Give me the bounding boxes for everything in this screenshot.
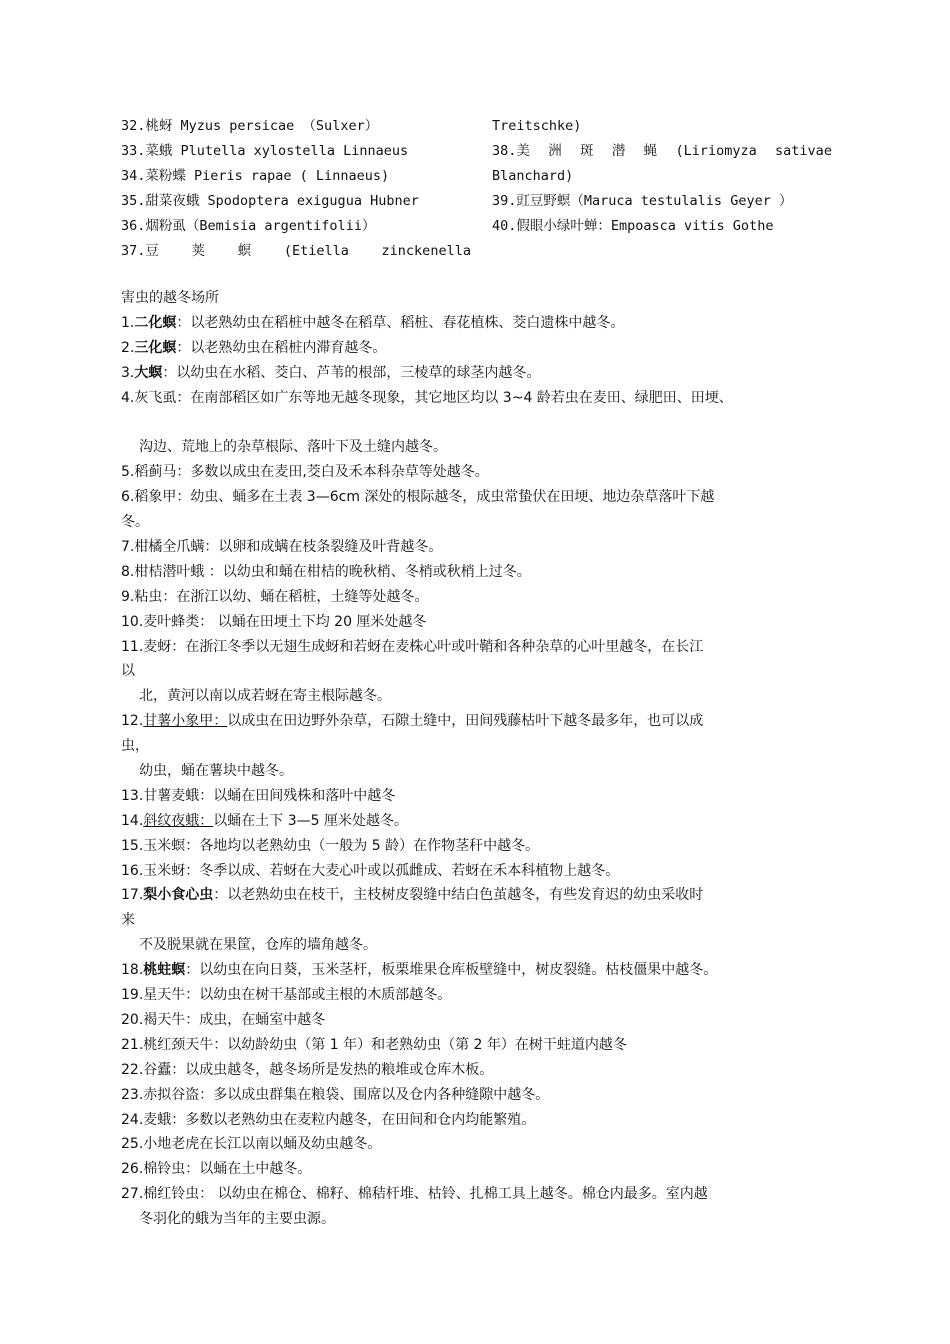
list-item-continuation: 虫， — [121, 738, 149, 755]
list-item: 26.棉铃虫：以蛹在土中越冬。 — [121, 1161, 312, 1178]
list-item: 4.灰飞虱：在南部稻区如广东等地无越冬现象，其它地区均以 3~4 龄若虫在麦田、绿肥田、田埂、 — [121, 389, 733, 406]
list-item: 12.甘薯小象甲：以成虫在田边野外杂草，石隙土缝中，田间残藤枯叶下越冬最多年，也可以成 — [121, 713, 704, 730]
list-item-continuation: 沟边、荒地上的杂草根际、落叶下及土缝内越冬。 — [139, 439, 447, 456]
list-item: 25.小地老虎在长江以南以蛹及幼虫越冬。 — [121, 1136, 382, 1153]
list-item: 38.美 洲 斑 潜 蝇 (Liriomyza sativae — [492, 143, 832, 159]
list-item: 14.斜纹夜蛾：以蛹在土下 3—5 厘米处越冬。 — [121, 812, 408, 829]
list-item: 19.星天牛：以幼虫在树干基部或主根的木质部越冬。 — [121, 987, 452, 1004]
list-item-continuation: 不及脱果就在果筐，仓库的墙角越冬。 — [139, 937, 377, 954]
list-item: 18.桃蛀螟：以幼虫在向日葵，玉米茎杆，板栗堆果仓库板壁缝中，树皮裂缝。枯枝僵果中越冬。 — [121, 962, 718, 979]
list-item: 35.甜菜夜蛾 Spodoptera exigugua Hubner — [121, 193, 419, 209]
list-item: 7.柑橘全爪螨：以卵和成螨在枝条裂缝及叶背越冬。 — [121, 539, 443, 556]
list-item: 40.假眼小绿叶蝉：Empoasca vitis Gothe — [492, 218, 774, 234]
list-item: 2.三化螟：以老熟幼虫在稻桩内滞育越冬。 — [121, 339, 387, 356]
list-item: 8.柑桔潜叶蛾 ：以幼虫和蛹在柑桔的晚秋梢、冬梢或秋梢上过冬。 — [121, 563, 531, 580]
list-item: Blanchard) — [492, 168, 574, 184]
section-title: 害虫的越冬场所 — [121, 290, 219, 306]
list-item: 23.赤拟谷盗：多以成虫群集在粮袋、围席以及仓内各种缝隙中越冬。 — [121, 1086, 550, 1103]
list-item: 24.麦蛾：多数以老熟幼虫在麦粒内越冬，在田间和仓内均能繁殖。 — [121, 1111, 536, 1128]
list-item: 3.大螟：以幼虫在水稻、茭白、芦苇的根部，三棱草的球茎内越冬。 — [121, 364, 541, 381]
list-item: 21.桃红颈天牛：以幼龄幼虫（第 1 年）和老熟幼虫（第 2 年）在树干蛀道内越冬 — [121, 1036, 627, 1053]
list-item: 6.稻象甲：幼虫、蛹多在土表 3—6cm 深处的根际越冬，成虫常蛰伏在田埂、地边杂草落叶下越 — [121, 489, 715, 506]
list-item: 37.豆 荚 螟 (Etiella zinckenella — [121, 243, 471, 259]
list-item: 36.烟粉虱（Bemisia argentifolii） — [121, 218, 376, 234]
list-item-continuation: 幼虫，蛹在薯块中越冬。 — [139, 763, 293, 780]
list-item: 39.豇豆野螟（Maruca testulalis Geyer ） — [492, 193, 793, 209]
list-item: 27.棉红铃虫： 以幼虫在棉仓、棉籽、棉秸杆堆、枯铃、扎棉工具上越冬。棉仓内最多。室内越 — [121, 1186, 708, 1203]
list-item: Treitschke) — [492, 118, 582, 134]
list-item: 16.玉米蚜：冬季以成、若蚜在大麦心叶或以孤雌成、若蚜在禾本科植物上越冬。 — [121, 862, 620, 879]
list-item-continuation: 冬。 — [121, 514, 149, 531]
pest-list-left-column — [121, 114, 471, 264]
list-item: 20.褐天牛：成虫，在蛹室中越冬 — [121, 1011, 326, 1028]
list-item: 32.桃蚜 Myzus persicae （Sulxer） — [121, 118, 379, 134]
overwintering-section — [121, 286, 836, 1232]
list-item-continuation: 冬羽化的蛾为当年的主要虫源。 — [139, 1211, 335, 1228]
list-item: 9.粘虫：在浙江以幼、蛹在稻桩，土缝等处越冬。 — [121, 588, 429, 605]
list-item: 15.玉米螟：各地均以老熟幼虫（一般为 5 龄）在作物茎秆中越冬。 — [121, 837, 540, 854]
list-item: 11.麦蚜：在浙江冬季以无翅生成蚜和若蚜在麦株心叶或叶鞘和各种杂草的心叶里越冬，在长江 — [121, 638, 704, 655]
list-item: 17.梨小食心虫：以老熟幼虫在枝干，主枝树皮裂缝中结白色茧越冬，有些发育迟的幼虫采收时 — [121, 887, 704, 904]
list-item-continuation: 以 — [121, 663, 135, 680]
list-item: 1.二化螟：以老熟幼虫在稻桩中越冬在稻草、稻桩、春花植株、茭白遗株中越冬。 — [121, 314, 625, 331]
pest-list-right-column — [492, 114, 832, 239]
list-item: 22.谷蠹：以成虫越冬，越冬场所是发热的粮堆或仓库木板。 — [121, 1061, 494, 1078]
list-item-continuation: 来 — [121, 912, 135, 929]
list-item-continuation: 北，黄河以南以成若蚜在寄主根际越冬。 — [139, 688, 391, 705]
list-item: 5.稻蓟马：多数以成虫在麦田,茭白及禾本科杂草等处越冬。 — [121, 464, 489, 481]
list-item: 10.麦叶蜂类： 以蛹在田埂土下均 20 厘米处越冬 — [121, 613, 427, 630]
list-item: 33.菜蛾 Plutella xylostella Linnaeus — [121, 143, 409, 159]
list-item: 13.甘薯麦蛾：以蛹在田间残株和落叶中越冬 — [121, 787, 396, 804]
list-item: 34.菜粉蝶 Pieris rapae ( Linnaeus) — [121, 168, 390, 184]
spacer — [121, 410, 836, 435]
